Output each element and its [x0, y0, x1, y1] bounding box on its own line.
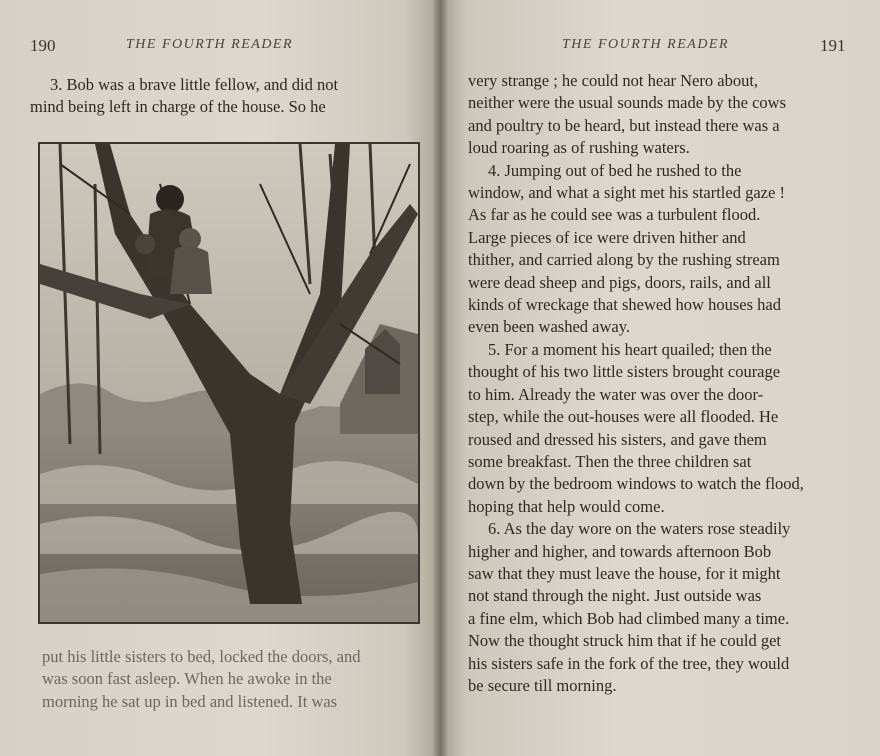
right-text [468, 70, 850, 697]
text-line: 4. Jumping out of bed he rushed to the [488, 160, 742, 180]
paragraph-6 [468, 518, 850, 697]
text-line: be secure till morning. [468, 675, 617, 695]
text-line: 5. For a moment his heart quailed; then the [488, 339, 772, 359]
book-gutter [432, 0, 448, 756]
text-line: not stand through the night. Just outside was [468, 586, 762, 606]
text-line: 3. Bob was a brave little fellow, and did not [50, 75, 339, 94]
text-line: Now the thought struck him that if he could get [468, 631, 781, 651]
right-page [440, 0, 880, 756]
text-line: to him. Already the water was over the door- [468, 384, 764, 404]
text-line: window, and what a sight met his startled gaze ! [468, 183, 785, 203]
page-number-left: 190 [30, 36, 56, 55]
text-line: morning he sat up in bed and listened. It was [42, 691, 338, 711]
text-line: his sisters safe in the fork of the tree, they would [468, 653, 790, 673]
text-line: kinds of wreckage that shewed how houses had [468, 295, 781, 315]
text-line: higher and higher, and towards afternoon Bob [468, 541, 772, 561]
paragraph-5 [468, 339, 850, 518]
paragraph-continued [468, 70, 850, 160]
text-line: 6. As the day wore on the waters rose steadily [488, 519, 791, 539]
text-line: put his little sisters to bed, locked the doors, and [42, 647, 361, 666]
flood-illustration [38, 142, 420, 624]
text-line: As far as he could see was a turbulent flood. [468, 205, 761, 225]
text-line: even been washed away. [468, 317, 631, 337]
text-line: and poultry to be heard, but instead there was a [468, 115, 780, 135]
text-line: was soon fast asleep. When he awoke in the [42, 669, 332, 689]
text-line: mind being left in charge of the house. So he [30, 97, 326, 117]
text-line: some breakfast. Then the three children sat [468, 451, 752, 471]
left-top-text [30, 74, 420, 119]
text-line: saw that they must leave the house, for it might [468, 563, 781, 583]
text-line: thither, and carried along by the rushing stream [468, 250, 780, 270]
text-line: neither were the usual sounds made by the cows [468, 93, 786, 113]
text-line: Large pieces of ice were driven hither and [468, 227, 746, 247]
text-line: a fine elm, which Bob had climbed many a time. [468, 608, 790, 628]
text-line: very strange ; he could not hear Nero about, [468, 71, 759, 90]
text-line: hoping that help would come. [468, 496, 665, 516]
left-bottom-text [42, 646, 428, 713]
text-line: step, while the out-houses were all flooded. He [468, 407, 779, 427]
text-line: were dead sheep and pigs, doors, rails, and all [468, 272, 771, 292]
text-line: loud roaring as of rushing waters. [468, 138, 690, 158]
text-line: roused and dressed his sisters, and gave them [468, 429, 767, 449]
paragraph-4 [468, 160, 850, 339]
running-head-right: THE FOURTH READER [562, 37, 730, 52]
text-line: thought of his two little sisters brought courage [468, 362, 781, 382]
running-head-left: THE FOURTH READER [126, 37, 294, 52]
page-number-right: 191 [820, 36, 846, 55]
text-line: down by the bedroom windows to watch the flood, [468, 474, 804, 494]
